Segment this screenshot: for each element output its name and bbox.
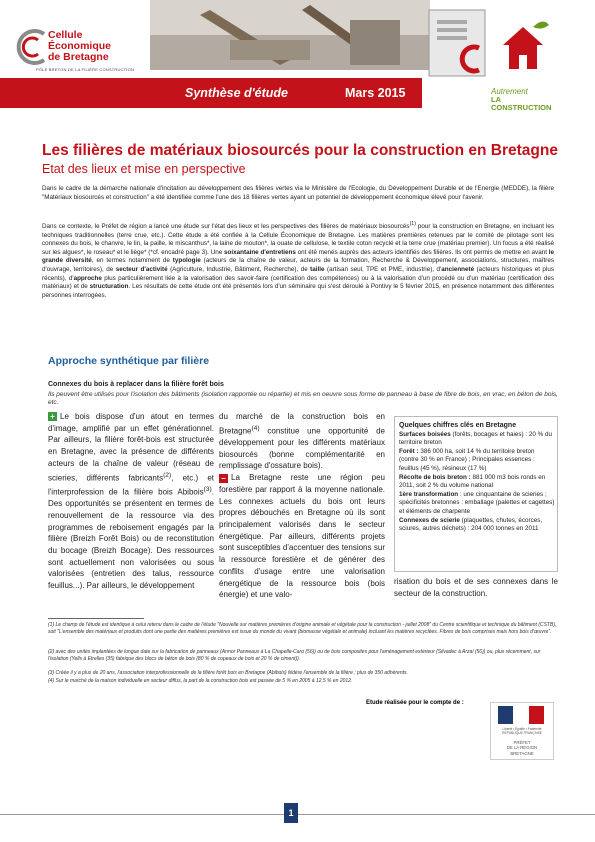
column-text: du marché de la construction bois en Bretagne xyxy=(219,412,385,436)
footnote-ref: (4) xyxy=(251,424,260,432)
pref-motto-block xyxy=(490,727,554,735)
box-line xyxy=(399,431,555,448)
partner-caption-2: LA CONSTRUCTION xyxy=(491,95,552,112)
intro-paragraph-2 xyxy=(42,220,554,300)
partner-caption xyxy=(491,88,553,112)
key-figures-box xyxy=(394,416,558,572)
footnote-rule xyxy=(48,618,144,619)
pref-motto: Liberté • Égalité • Fraternité xyxy=(502,727,542,731)
marianne-icon xyxy=(498,706,544,724)
intro-text: , en termes notamment de xyxy=(91,257,173,265)
box-bold: Surfaces boisées xyxy=(399,430,451,438)
box-line xyxy=(399,517,555,534)
intro-bold: structuration xyxy=(89,283,129,291)
page-number: 1 xyxy=(284,803,298,823)
intro-bold: taille xyxy=(310,266,325,274)
box-bold: 1ère transformation xyxy=(399,490,459,498)
band-date: Mars 2015 xyxy=(345,86,406,100)
box-bold: Récolte de bois breton : xyxy=(399,473,471,481)
pref-line-3: BRETAGNE xyxy=(510,750,534,756)
box-bold: Connexes de scierie xyxy=(399,516,460,524)
footnote-1: (1) Le champ de l'étude est identique à celui retenu dans le cadre de l'étude "Nouvelle sur matières premières d'origine animale et végétale pour la construction - juillet 2008" du Centre scientifique et technique du bâtiment (CSTB), soit "L'ensemble des matériaux et produits dont une partie des matières premières est issue du monde du vivant (biomasse végétale et animale) incluant les matières recyclées. Fibres de bois comprises mais hors bois d'œuvre". xyxy=(48,622,557,635)
intro-bold: secteur d'activité xyxy=(115,266,168,274)
footnote-ref: (1) xyxy=(409,221,416,227)
intro-text: Dans ce contexte, le Préfet de région a lancé une étude sur l'état des lieux et les perspectives des filières de matériaux biosourcés xyxy=(42,223,410,231)
box-text: (plaquettes, chutes, écorces, sciures, autres déchets) : 204 000 tonnes en 2011 xyxy=(399,516,543,533)
column-1 xyxy=(48,411,214,592)
box-text: 386 000 ha, soit 14 % du territoire breton (contre 30 % en France) ; Principales essences : feuillus (45 %), résineux (17 %) xyxy=(399,447,535,472)
intro-bold: approche xyxy=(73,274,102,282)
partner-caption-1: Autrement xyxy=(491,87,528,96)
band-label: Synthèse d'étude xyxy=(185,86,288,100)
section-intro: Ils peuvent être utilisés pour l'isolation des bâtiments (isolation rapportée ou répartie) et mis en oeuvre sous forme de panneau à base de fibre de bois, en vrac, en béton de bois, etc. xyxy=(48,391,558,407)
minus-icon: − xyxy=(219,474,228,483)
page-subtitle: Etat des lieux et mise en perspective xyxy=(42,162,246,176)
logo-line-3: de Bretagne xyxy=(48,51,109,63)
intro-text: (acteurs historiques et plus récents), d' xyxy=(42,266,554,282)
logo-tagline: PÔLE BRETON DE LA FILIÈRE CONSTRUCTION xyxy=(36,67,134,72)
column-text: Le bois dispose d'un atout en termes d'image, amplifié par un effet générationnel. Par ailleurs, la filière forêt-bois est structurée en Bretagne, avec la présence de différents acteurs de la chaîne de valeur (réseau de scieries, différents fabricants xyxy=(48,412,214,483)
footnote-2: (2) avec des unités implantées de longue date sur la fabrication de panneaux (Armor Panneaux à La Chapelle-Caro (56)) ou de bois composites pour l'aménagement extérieur (Silvadec à Arzal (56)) ou, plus récemment, sur l'isolation (Yells à Etrelles (35) fabrique des blocs de béton de bois (80 % de copeaux de bois et 20 % de ciment)). xyxy=(48,649,541,662)
box-text: 881 000 m3 bois ronds en 2011, soit 2 % du volume national xyxy=(399,473,546,490)
pref-line-2: DE LA RÉGION xyxy=(506,745,538,751)
column-text: . Des opportunités se présentent en termes de renouvellement de la ressource via des programmes de reboisement engagés par la filière (Breizh Forêt Bois) ou de reconstitution du bocage (Breizh Bocage). Des ressources sont actuellement non valorisées ou sous valorisées (entretien des talus, ressource feuillus...). Par ailleurs, le développement xyxy=(48,487,214,591)
intro-bold: ancienneté xyxy=(441,266,475,274)
column-text: , etc.) et l'interprofession de la filière bois Abibois xyxy=(48,473,214,497)
logo-text xyxy=(48,30,111,63)
box-line xyxy=(399,448,555,474)
intro-paragraph-1: Dans le cadre de la démarche nationale d'incitation au développement des filières vertes via le Ministère de l'Ecologie, du Développement Durable et de l'Energie (MEDDE), la filière "Matériaux biosourcés et construction" a été identifiée comme l'une des 18 filières vertes ayant un potentiel de développement économique élevé pour l'avenir. xyxy=(42,185,554,201)
cellule-logo-icon xyxy=(14,28,50,66)
intro-bold: le grande diversité xyxy=(42,248,554,265)
column-2 xyxy=(219,411,385,601)
intro-text: plus particulièrement liée à la valorisation des savoir-faire (certification des compétences) ou à la valorisation d'un procédé ou d'un matériau (certification des matériaux) et de xyxy=(42,274,554,291)
box-line xyxy=(399,491,555,517)
footnote-ref: (3) xyxy=(203,485,212,493)
pref-text xyxy=(490,740,554,756)
footnote-3: (3) Créée il y a plus de 20 ans, l'association interprofessionnelle de la filière forêt bois en Bretagne (Abibois) fédère l'ensemble de la filière ; plus de 350 adhérents. xyxy=(48,670,408,676)
box-text: (forêts, bocages et haies) : 20 % du territoire breton xyxy=(399,430,552,447)
column-text: constitue une opportunité de développement pour les différents matériaux biosourcés (bonne complémentarité en remplissage d'ossature bois). xyxy=(219,426,385,471)
intro-text: (Agriculture, Industrie, Bâtiment, Recherche), de xyxy=(167,266,311,274)
box-bold: Forêt : xyxy=(399,447,419,455)
intro-text: . Les résultats de cette étude ont été présentés lors d'un séminaire qui s'est déroulé à Pontivy le 5 février 2015, en présence notamment des différentes personnes interrogées. xyxy=(42,283,554,299)
pref-line-1: PRÉFET xyxy=(513,740,531,745)
section-heading: Approche synthétique par filière xyxy=(48,355,210,367)
document-c-icon xyxy=(427,8,487,78)
footnote-ref: (2) xyxy=(163,471,172,479)
pref-republic: RÉPUBLIQUE FRANÇAISE xyxy=(502,731,542,735)
plus-icon: + xyxy=(48,412,57,421)
page-title: Les filières de matériaux biosourcés pour la construction en Bretagne xyxy=(42,142,558,159)
box-title: Quelques chiffres clés en Bretagne xyxy=(399,422,517,429)
intro-text: pour la construction en Bretagne, en incluant les techniques traditionnelles (terre crue, etc.). Cette étude a été confiée à la Cellule Économique de Bretagne. Les matières premières retenues par le comité de pilotage sont les connexes du bois, le chanvre, le lin, la paille, le miscanthus*, la laine de mouton*, la ouate de cellulose, le textile coton recyclé et la terre crue (matériau premier). Un focus a été réalisé sur les algues*, le roseau* et le liège* (*cf. encadré page 3). Une xyxy=(42,223,554,256)
column-3-tail: risation du bois et de ses connexes dans le secteur de la construction. xyxy=(394,577,558,598)
column-text: La Bretagne reste une région peu forestière par rapport à la moyenne nationale. Les connexes actuels du bois ont leurs propres débouchés en Bretagne où ils sont principalement valorisés dans le secteur énergétique. Par ailleurs, différents projets sont susceptibles d'accentuer des tensions sur la ressource forestière et de générer des conflits d'usage entre une valorisation énergétique de la ressource bois (bois énergie) et une valo- xyxy=(219,473,385,600)
footnote-4: (4) Sur le marché de la maison individuelle en secteur diffus, la part de la construction bois est passée de 5 % en 2005 à 12,5 % en 2012. xyxy=(48,678,353,684)
intro-text: (acteurs de la chaîne de valeur, acteurs de la formation, Recherche & Développement, associations, structures, maîtres d'ouvrage, territoires), de xyxy=(42,257,555,274)
eco-house-icon xyxy=(493,15,553,75)
section-subheading: Connexes du bois à replacer dans la filière forêt bois xyxy=(48,381,224,388)
study-credit: Etude réalisée pour le compte de : xyxy=(366,700,464,706)
intro-bold: soixantaine d'entretiens xyxy=(224,248,296,256)
box-text: : une cinquantaine de scieries ; spécificités bretonnes : emballage (palettes et cagettes) et éléments de charpente xyxy=(399,490,555,515)
header-photo xyxy=(150,0,430,70)
box-line xyxy=(399,474,555,491)
intro-text: ont été menés auprès des acteurs identifiés des filières. Ils ont permis de mettre en avant xyxy=(295,248,549,256)
construction-photo-icon xyxy=(150,0,430,70)
logo-line-2: Économique xyxy=(48,40,112,52)
logo-line-1: Cellule xyxy=(48,29,83,41)
intro-bold: typologie xyxy=(172,257,201,265)
intro-text: (artisan seul, TPE et PME, industrie), d' xyxy=(324,266,442,274)
